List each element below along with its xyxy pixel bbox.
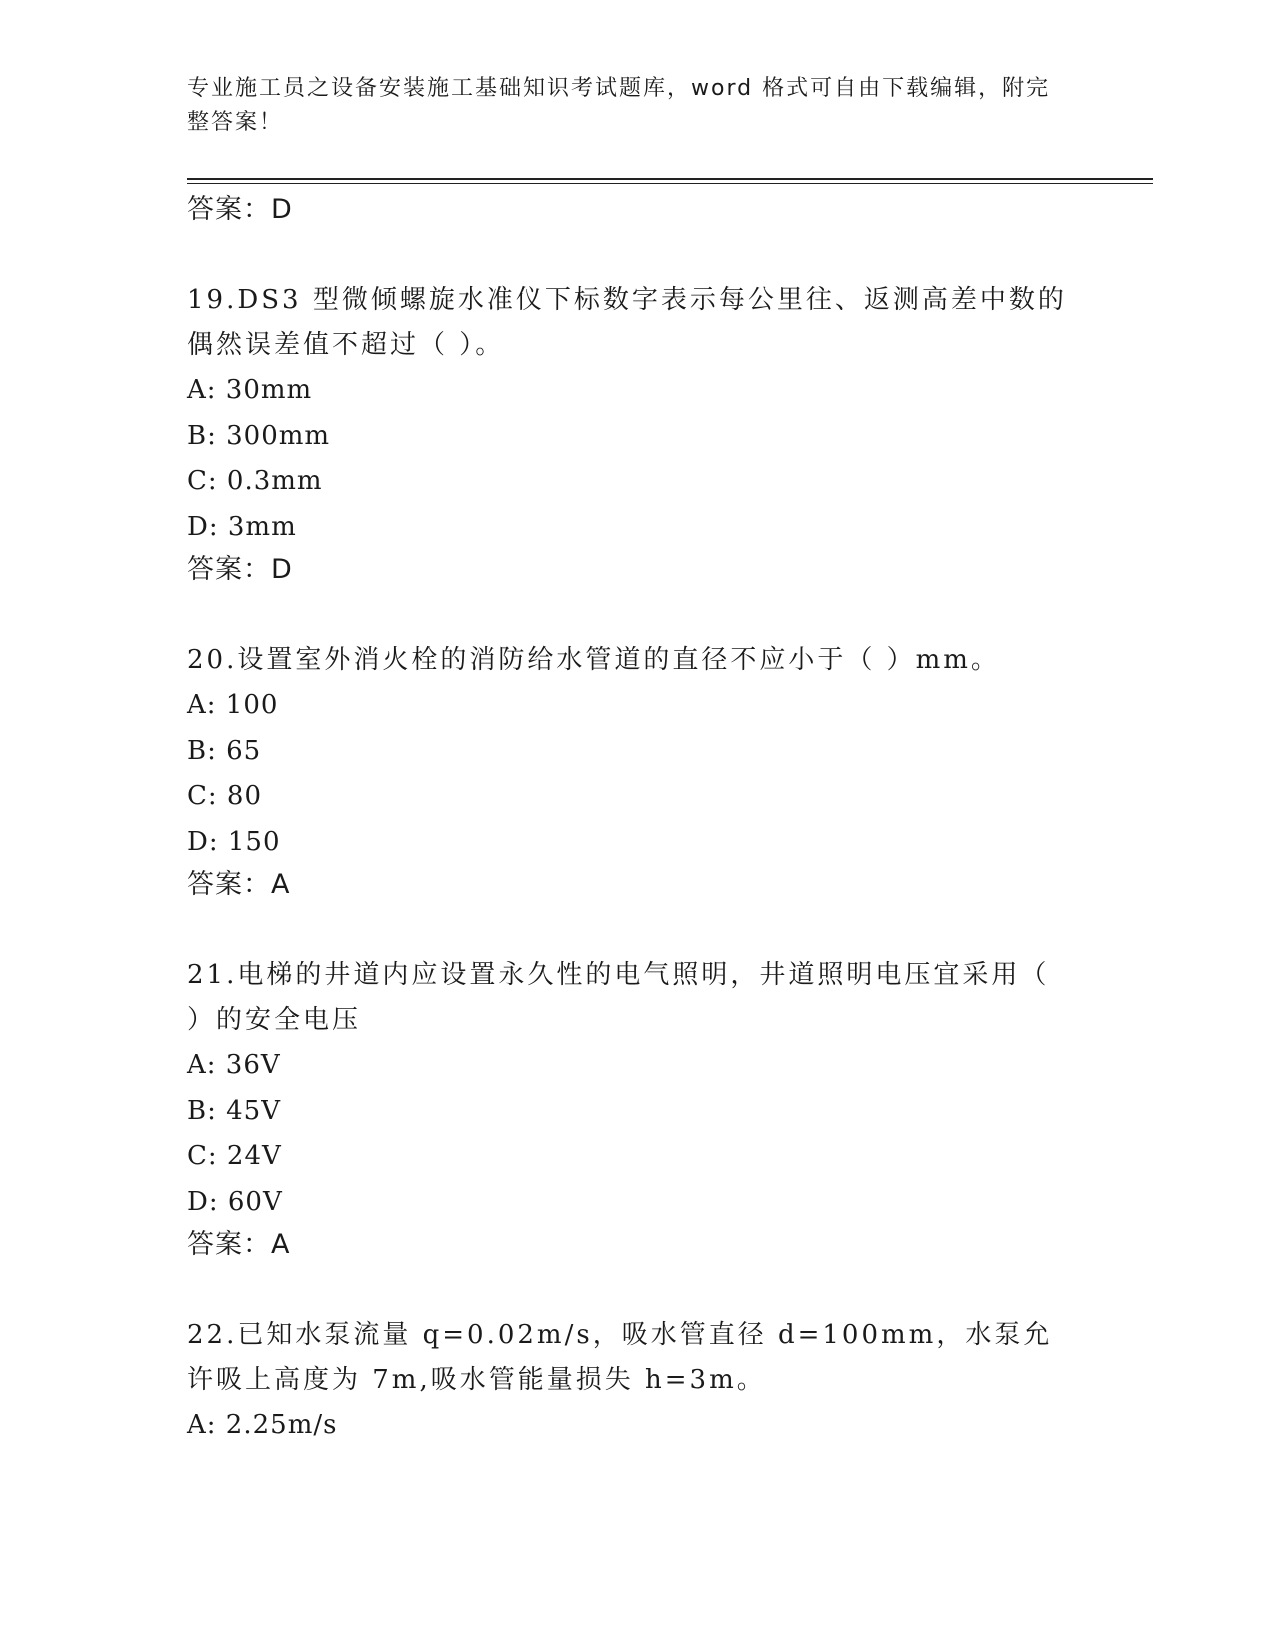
question-text: 22.已知水泵流量 q=0.02m/s，吸水管直径 d=100mm，水泵允许吸上高度为 7m,吸水管能量损失 h=3m。 (187, 1320, 1053, 1395)
question-text: 21.电梯的井道内应设置永久性的电气照明，井道照明电压宜采用（ ）的安全电压 (187, 960, 1050, 1035)
document-header: 专业施工员之设备安装施工基础知识考试题库，word 格式可自由下载编辑，附完整答案！ (187, 76, 1051, 135)
answer: 答案：A (187, 1229, 291, 1260)
question-list (187, 190, 1087, 1449)
question-text: 19.DS3 型微倾螺旋水准仪下标数字表示每公里往、返测高差中数的偶然误差值不超过（ ）。 (187, 285, 1067, 360)
option-a: A: 2.25m/s (187, 1410, 338, 1440)
option-a: A: 36V (187, 1050, 281, 1080)
answer: 答案：D (187, 554, 293, 585)
option-d: D: 3mm (187, 511, 297, 542)
spacer (187, 1265, 1087, 1313)
option-d: D: 60V (187, 1186, 283, 1217)
option-d: D: 150 (187, 826, 281, 857)
question-21 (187, 953, 1087, 1265)
question-22 (187, 1313, 1087, 1449)
option-b: B: 45V (187, 1095, 281, 1126)
option-c: C: 80 (187, 781, 263, 811)
spacer (187, 905, 1087, 953)
spacer (187, 230, 1087, 278)
option-c: C: 24V (187, 1141, 282, 1171)
option-c: C: 0.3mm (187, 466, 323, 496)
answer: 答案：A (187, 869, 291, 900)
header-rule-thin (187, 183, 1153, 184)
question-19 (187, 278, 1087, 590)
option-a: A: 30mm (187, 375, 313, 405)
spacer (187, 590, 1087, 638)
header-rule-thick (187, 178, 1153, 180)
previous-answer: 答案：D (187, 194, 293, 225)
question-20 (187, 638, 1087, 905)
option-b: B: 65 (187, 735, 262, 766)
option-b: B: 300mm (187, 420, 331, 451)
option-a: A: 100 (187, 690, 279, 720)
question-text: 20.设置室外消火栓的消防给水管道的直径不应小于（ ）mm。 (187, 645, 1000, 675)
